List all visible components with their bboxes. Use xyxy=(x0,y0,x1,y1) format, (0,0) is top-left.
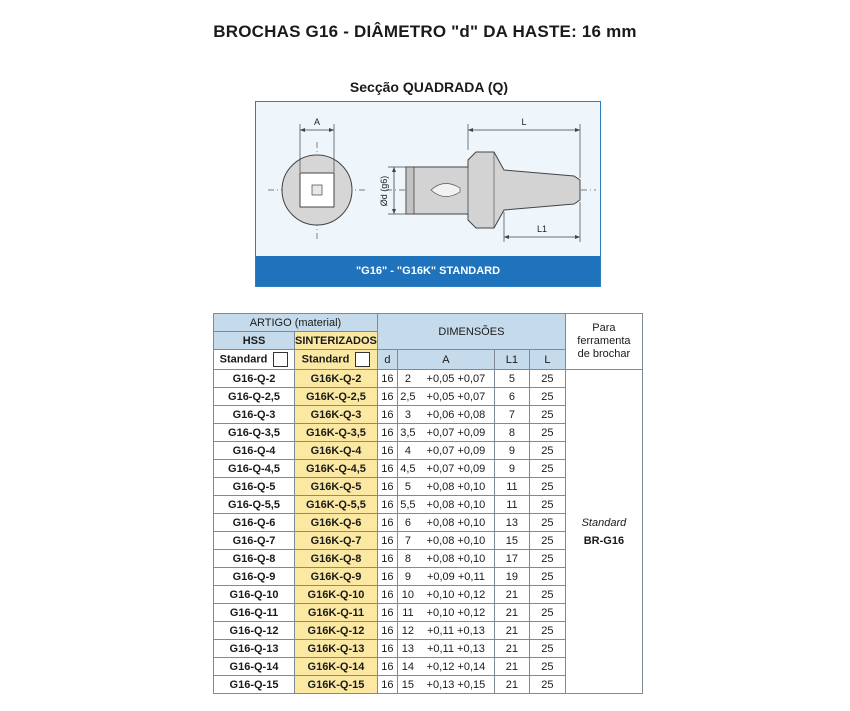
broach-spec-table xyxy=(213,313,643,694)
cell-d: 16 xyxy=(377,586,397,604)
standard-sint-label: Standard xyxy=(301,353,350,366)
drawing-banner: "G16" - "G16K" STANDARD xyxy=(256,256,600,286)
cell-hss: G16-Q-7 xyxy=(214,532,295,550)
cell-sinterizados: G16K-Q-5 xyxy=(295,478,378,496)
cell-l: 25 xyxy=(529,586,565,604)
cell-a-tolerance: +0,08 +0,10 xyxy=(418,496,495,514)
cell-a: 14 xyxy=(397,658,418,676)
header-dimensoes: DIMENSÕES xyxy=(377,314,565,350)
header-sinterizados: SINTERIZADOS xyxy=(295,332,378,350)
cell-l1: 15 xyxy=(494,532,529,550)
cell-a-tolerance: +0,07 +0,09 xyxy=(418,424,495,442)
cell-l: 25 xyxy=(529,370,565,388)
cell-d: 16 xyxy=(377,388,397,406)
cell-l1: 17 xyxy=(494,550,529,568)
cell-a: 12 xyxy=(397,622,418,640)
header-para-ferramenta xyxy=(565,314,642,370)
cell-a-tolerance: +0,10 +0,12 xyxy=(418,604,495,622)
cell-l1: 11 xyxy=(494,478,529,496)
cell-hss: G16-Q-6 xyxy=(214,514,295,532)
cell-l1: 7 xyxy=(494,406,529,424)
cell-hss: G16-Q-5 xyxy=(214,478,295,496)
cell-hss: G16-Q-2 xyxy=(214,370,295,388)
tool-standard-label: Standard xyxy=(581,516,627,529)
cell-sinterizados: G16K-Q-3,5 xyxy=(295,424,378,442)
standard-sint-checkbox[interactable] xyxy=(355,352,370,367)
cell-l1: 21 xyxy=(494,658,529,676)
cell-sinterizados: G16K-Q-11 xyxy=(295,604,378,622)
cell-d: 16 xyxy=(377,496,397,514)
cell-a: 4,5 xyxy=(397,460,418,478)
cell-a-tolerance: +0,07 +0,09 xyxy=(418,460,495,478)
page-title: BROCHAS G16 - DIÂMETRO "d" DA HASTE: 16 mm xyxy=(213,22,637,41)
cell-d: 16 xyxy=(377,550,397,568)
cell-sinterizados: G16K-Q-5,5 xyxy=(295,496,378,514)
cell-a-tolerance: +0,06 +0,08 xyxy=(418,406,495,424)
header-l1: L1 xyxy=(494,350,529,370)
cell-sinterizados: G16K-Q-10 xyxy=(295,586,378,604)
cell-l1: 9 xyxy=(494,460,529,478)
cell-l: 25 xyxy=(529,550,565,568)
cell-hss: G16-Q-9 xyxy=(214,568,295,586)
cell-l1: 13 xyxy=(494,514,529,532)
header-d: d xyxy=(377,350,397,370)
cell-sinterizados: G16K-Q-8 xyxy=(295,550,378,568)
header-l: L xyxy=(529,350,565,370)
cell-a-tolerance: +0,11 +0,13 xyxy=(418,622,495,640)
cell-hss: G16-Q-13 xyxy=(214,640,295,658)
header-para-line2: ferramenta xyxy=(577,335,631,347)
cell-a-tolerance: +0,12 +0,14 xyxy=(418,658,495,676)
table-body xyxy=(214,370,643,694)
cell-hss: G16-Q-12 xyxy=(214,622,295,640)
cell-sinterizados: G16K-Q-2 xyxy=(295,370,378,388)
cell-d: 16 xyxy=(377,676,397,694)
cell-l: 25 xyxy=(529,622,565,640)
cell-l1: 6 xyxy=(494,388,529,406)
cell-a-tolerance: +0,09 +0,11 xyxy=(418,568,495,586)
cell-a: 9 xyxy=(397,568,418,586)
cell-d: 16 xyxy=(377,442,397,460)
cell-hss: G16-Q-14 xyxy=(214,658,295,676)
cell-l: 25 xyxy=(529,604,565,622)
cell-l: 25 xyxy=(529,406,565,424)
cell-sinterizados: G16K-Q-2,5 xyxy=(295,388,378,406)
cell-a-tolerance: +0,08 +0,10 xyxy=(418,514,495,532)
cell-d: 16 xyxy=(377,532,397,550)
cell-a: 13 xyxy=(397,640,418,658)
cell-l: 25 xyxy=(529,658,565,676)
cell-l1: 21 xyxy=(494,604,529,622)
cell-d: 16 xyxy=(377,658,397,676)
cell-sinterizados: G16K-Q-4 xyxy=(295,442,378,460)
header-standard-hss xyxy=(214,350,295,370)
cell-l1: 21 xyxy=(494,640,529,658)
tool-reference-cell xyxy=(565,370,642,694)
cell-sinterizados: G16K-Q-15 xyxy=(295,676,378,694)
cell-sinterizados: G16K-Q-13 xyxy=(295,640,378,658)
cell-sinterizados: G16K-Q-7 xyxy=(295,532,378,550)
cell-l: 25 xyxy=(529,568,565,586)
label-l: L xyxy=(521,117,527,127)
cell-a-tolerance: +0,08 +0,10 xyxy=(418,550,495,568)
cell-hss: G16-Q-4,5 xyxy=(214,460,295,478)
standard-hss-label: Standard xyxy=(219,353,268,366)
cell-sinterizados: G16K-Q-14 xyxy=(295,658,378,676)
cell-a-tolerance: +0,07 +0,09 xyxy=(418,442,495,460)
cell-a-tolerance: +0,10 +0,12 xyxy=(418,586,495,604)
cell-hss: G16-Q-3 xyxy=(214,406,295,424)
table-row xyxy=(214,370,643,388)
cell-a-tolerance: +0,05 +0,07 xyxy=(418,370,495,388)
header-a: A xyxy=(397,350,494,370)
cell-hss: G16-Q-5,5 xyxy=(214,496,295,514)
cell-l: 25 xyxy=(529,496,565,514)
cell-l: 25 xyxy=(529,424,565,442)
header-standard-sint xyxy=(295,350,378,370)
cell-a: 2,5 xyxy=(397,388,418,406)
tool-code-label: BR-G16 xyxy=(583,534,625,547)
cell-d: 16 xyxy=(377,604,397,622)
cell-l: 25 xyxy=(529,514,565,532)
label-a: A xyxy=(313,117,321,127)
standard-hss-checkbox[interactable] xyxy=(273,352,288,367)
cell-d: 16 xyxy=(377,640,397,658)
cell-l1: 11 xyxy=(494,496,529,514)
cell-hss: G16-Q-4 xyxy=(214,442,295,460)
cell-sinterizados: G16K-Q-4,5 xyxy=(295,460,378,478)
header-para-line3: de brochar xyxy=(577,348,631,360)
cell-l1: 5 xyxy=(494,370,529,388)
cell-a: 7 xyxy=(397,532,418,550)
cell-hss: G16-Q-15 xyxy=(214,676,295,694)
cell-a-tolerance: +0,11 +0,13 xyxy=(418,640,495,658)
section-title: Secção QUADRADA (Q) xyxy=(349,79,509,95)
cell-hss: G16-Q-8 xyxy=(214,550,295,568)
cell-hss: G16-Q-3,5 xyxy=(214,424,295,442)
cell-a: 2 xyxy=(397,370,418,388)
cell-sinterizados: G16K-Q-12 xyxy=(295,622,378,640)
cell-a-tolerance: +0,13 +0,15 xyxy=(418,676,495,694)
cell-d: 16 xyxy=(377,424,397,442)
cell-l: 25 xyxy=(529,478,565,496)
cell-l1: 19 xyxy=(494,568,529,586)
cell-d: 16 xyxy=(377,370,397,388)
cell-l1: 21 xyxy=(494,622,529,640)
cell-a: 3,5 xyxy=(397,424,418,442)
cell-d: 16 xyxy=(377,478,397,496)
cell-d: 16 xyxy=(377,622,397,640)
cell-a: 4 xyxy=(397,442,418,460)
cell-d: 16 xyxy=(377,460,397,478)
cell-a: 15 xyxy=(397,676,418,694)
cell-a-tolerance: +0,08 +0,10 xyxy=(418,532,495,550)
cell-l1: 8 xyxy=(494,424,529,442)
cell-l1: 21 xyxy=(494,676,529,694)
cell-a-tolerance: +0,05 +0,07 xyxy=(418,388,495,406)
cell-l: 25 xyxy=(529,640,565,658)
cell-d: 16 xyxy=(377,514,397,532)
cell-sinterizados: G16K-Q-9 xyxy=(295,568,378,586)
cell-l: 25 xyxy=(529,532,565,550)
cell-d: 16 xyxy=(377,406,397,424)
technical-drawing xyxy=(255,101,601,287)
cell-d: 16 xyxy=(377,568,397,586)
cell-a: 10 xyxy=(397,586,418,604)
cell-a: 3 xyxy=(397,406,418,424)
header-hss: HSS xyxy=(214,332,295,350)
cell-a-tolerance: +0,08 +0,10 xyxy=(418,478,495,496)
cell-l: 25 xyxy=(529,676,565,694)
label-d: Ød (g6) xyxy=(379,175,389,207)
cell-a: 6 xyxy=(397,514,418,532)
cell-hss: G16-Q-10 xyxy=(214,586,295,604)
cell-a: 5,5 xyxy=(397,496,418,514)
cell-l1: 21 xyxy=(494,586,529,604)
cell-l: 25 xyxy=(529,388,565,406)
cell-a: 8 xyxy=(397,550,418,568)
cell-a: 11 xyxy=(397,604,418,622)
cell-sinterizados: G16K-Q-3 xyxy=(295,406,378,424)
cell-l: 25 xyxy=(529,460,565,478)
cell-hss: G16-Q-11 xyxy=(214,604,295,622)
label-l1: L1 xyxy=(536,224,548,234)
header-para-line1: Para xyxy=(592,322,616,334)
cell-l: 25 xyxy=(529,442,565,460)
cell-l1: 9 xyxy=(494,442,529,460)
cell-hss: G16-Q-2,5 xyxy=(214,388,295,406)
cell-sinterizados: G16K-Q-6 xyxy=(295,514,378,532)
header-artigo: ARTIGO (material) xyxy=(214,314,378,332)
cell-a: 5 xyxy=(397,478,418,496)
